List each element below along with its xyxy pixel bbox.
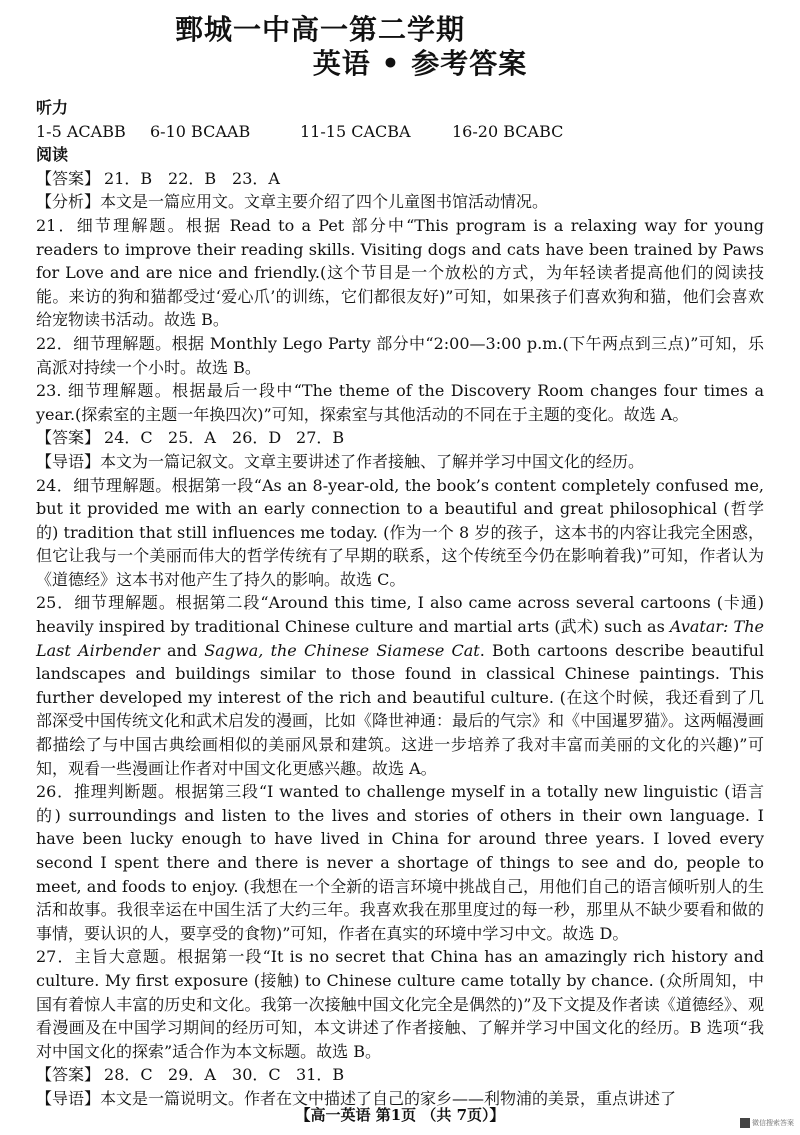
answer-row-c <box>36 1063 764 1087</box>
page-title-line2: 英语 • 参考答案 <box>312 47 528 80</box>
answer-24: 24．C <box>104 428 153 448</box>
explanation-26: 26．推理判断题。根据第三段“I wanted to challenge myself in a totally new linguistic (语言的) surroundings and listen to the lives and stories of others in their own language. I have been lucky enough to have lived in China for around three years. I loved every second I spent there and there is never a shortage of things to see and do, people to meet, and foods to enjoy. (我想在一个全新的语言环境中挑战自己，用他们自己的语言倾听别人的生活和故事。我很幸运在中国生活了大约三年。我喜欢我在那里度过的每一秒，那里从不缺少要看和做的事情，要认识的人，要享受的食物)”可知，作者在真实的环境中学习中文。故选 D。 <box>36 782 764 943</box>
answer-27: 27．B <box>296 428 345 448</box>
answer-25: 25．A <box>168 428 216 448</box>
listening-group-1: 1-5 ACABB <box>36 121 126 141</box>
explanation-25-part2: . Both cartoons describe beautiful landscapes and buildings similar to those found in classical Chinese paintings. This further developed my interest of the rich and beautiful culture. (在这个时候，我还看到了几部深受中国传统文化和武术启发的漫画，比如《降世神通：最后的气宗》和《中国暹罗猫》。这两幅漫画都描绘了与中国古典绘画相似的美丽风景和建筑。这进一步培养了我对丰富而美丽的文化的兴趣)”可知，观看一些漫画让作者对中国文化更感兴趣。故选 A。 <box>36 640 765 778</box>
answer-22: 22．B <box>168 168 217 188</box>
answer-content <box>36 96 764 1111</box>
watermark <box>740 1118 794 1128</box>
answer-30: 30．C <box>232 1065 281 1085</box>
watermark-text: 微信搜索答案 <box>752 1119 794 1127</box>
guide-c: 【导语】本文是一篇说明文。作者在文中描述了自己的家乡——利物浦的美景，重点讲述了 <box>36 1088 677 1108</box>
answer-23: 23．A <box>232 168 280 188</box>
answer-label: 【答案】 <box>36 428 101 448</box>
listening-answers <box>36 120 764 144</box>
answer-label: 【答案】 <box>36 168 101 188</box>
guide-b: 【导语】本文为一篇记叙文。文章主要讲述了作者接触、了解并学习中国文化的经历。 <box>36 451 645 471</box>
listening-group-4: 16-20 BCABC <box>452 121 564 141</box>
analysis-a: 【分析】本文是一篇应用文。文章主要介绍了四个儿童图书馆活动情况。 <box>36 192 549 212</box>
answer-21: 21．B <box>104 168 153 188</box>
watermark-logo-icon <box>740 1118 750 1128</box>
answer-26: 26．D <box>232 428 282 448</box>
reading-heading: 阅读 <box>36 145 69 165</box>
page-footer: 【高一英语 第1页 （共 7页）】 <box>295 1106 505 1124</box>
explanation-27: 27．主旨大意题。根据第一段“It is no secret that China has an amazingly rich history and culture. My first exposure (接触) to Chinese culture came totally by chance. (众所周知，中国有着惊人丰富的历史和文化。我第一次接触中国文化完全是偶然的)”及下文提及作者读《道德经》、观看漫画及在中国学习期间的经历可知，本文讲述了作者接触、了解并学习中国文化的经历。B 选项“我对中国文化的探索”适合作为本文标题。故选 B。 <box>36 947 764 1061</box>
page-title-line1: 鄄城一中高一第二学期 <box>174 13 465 46</box>
listening-group-3: 11-15 CACBA <box>300 121 411 141</box>
answer-28: 28．C <box>104 1065 153 1085</box>
explanation-23: 23. 细节理解题。根据最后一段中“The theme of the Discovery Room changes four times a year.(探索室的主题一年换四次)”可知，探索室与其他活动的不同在于主题的变化。故选 A。 <box>36 381 764 424</box>
cartoon-title-sagwa: Sagwa, the Chinese Siamese Cat <box>204 640 480 660</box>
explanation-25 <box>36 591 764 780</box>
answer-29: 29．A <box>168 1065 216 1085</box>
explanation-22: 22．细节理解题。根据 Monthly Lego Party 部分中“2:00—3:00 p.m.(下午两点到三点)”可知，乐高派对持续一个小时。故选 B。 <box>36 333 764 377</box>
listening-heading: 听力 <box>36 98 69 117</box>
explanation-25-and: and <box>159 640 205 660</box>
listening-group-2: 6-10 BCAAB <box>150 121 251 141</box>
explanation-24: 24．细节理解题。根据第一段“As an 8-year-old, the book’s content completely confused me, but it provided me with an early connection to a beautiful and great philosophical (哲学的) tradition that still influences me today. (作为一个 8 岁的孩子，这本书的内容让我完全困惑，但它让我与一个美丽而伟大的哲学传统有了早期的联系，这个传统至今仍在影响着我)”可知，作者认为《道德经》这本书对他产生了持久的影响。故选 C。 <box>36 475 764 589</box>
explanation-21: 21．细节理解题。根据 Read to a Pet 部分中“This program is a relaxing way for young readers to improve their reading skills. Visiting dogs and cats have been trained by Paws for Love and are nice and friendly.(这个节目是一个放松的方式，为年轻读者提高他们的阅读技能。来访的狗和猫都受过‘爱心爪’的训练，它们都很友好)”可知，如果孩子们喜欢狗和猫，他们会喜欢给宠物读书活动。故选 B。 <box>36 215 764 330</box>
answer-row-b <box>36 426 764 450</box>
cartoon-title-avatar: Avatar: The Last Airbender <box>36 617 764 660</box>
answer-31: 31．B <box>296 1065 345 1085</box>
answer-row-a <box>36 167 764 191</box>
answer-label: 【答案】 <box>36 1065 101 1085</box>
explanation-25-part1: 25．细节理解题。根据第二段“Around this time, I also came across several cartoons (卡通) heavily inspired by traditional Chinese culture and martial arts (武术) such as <box>36 593 764 637</box>
